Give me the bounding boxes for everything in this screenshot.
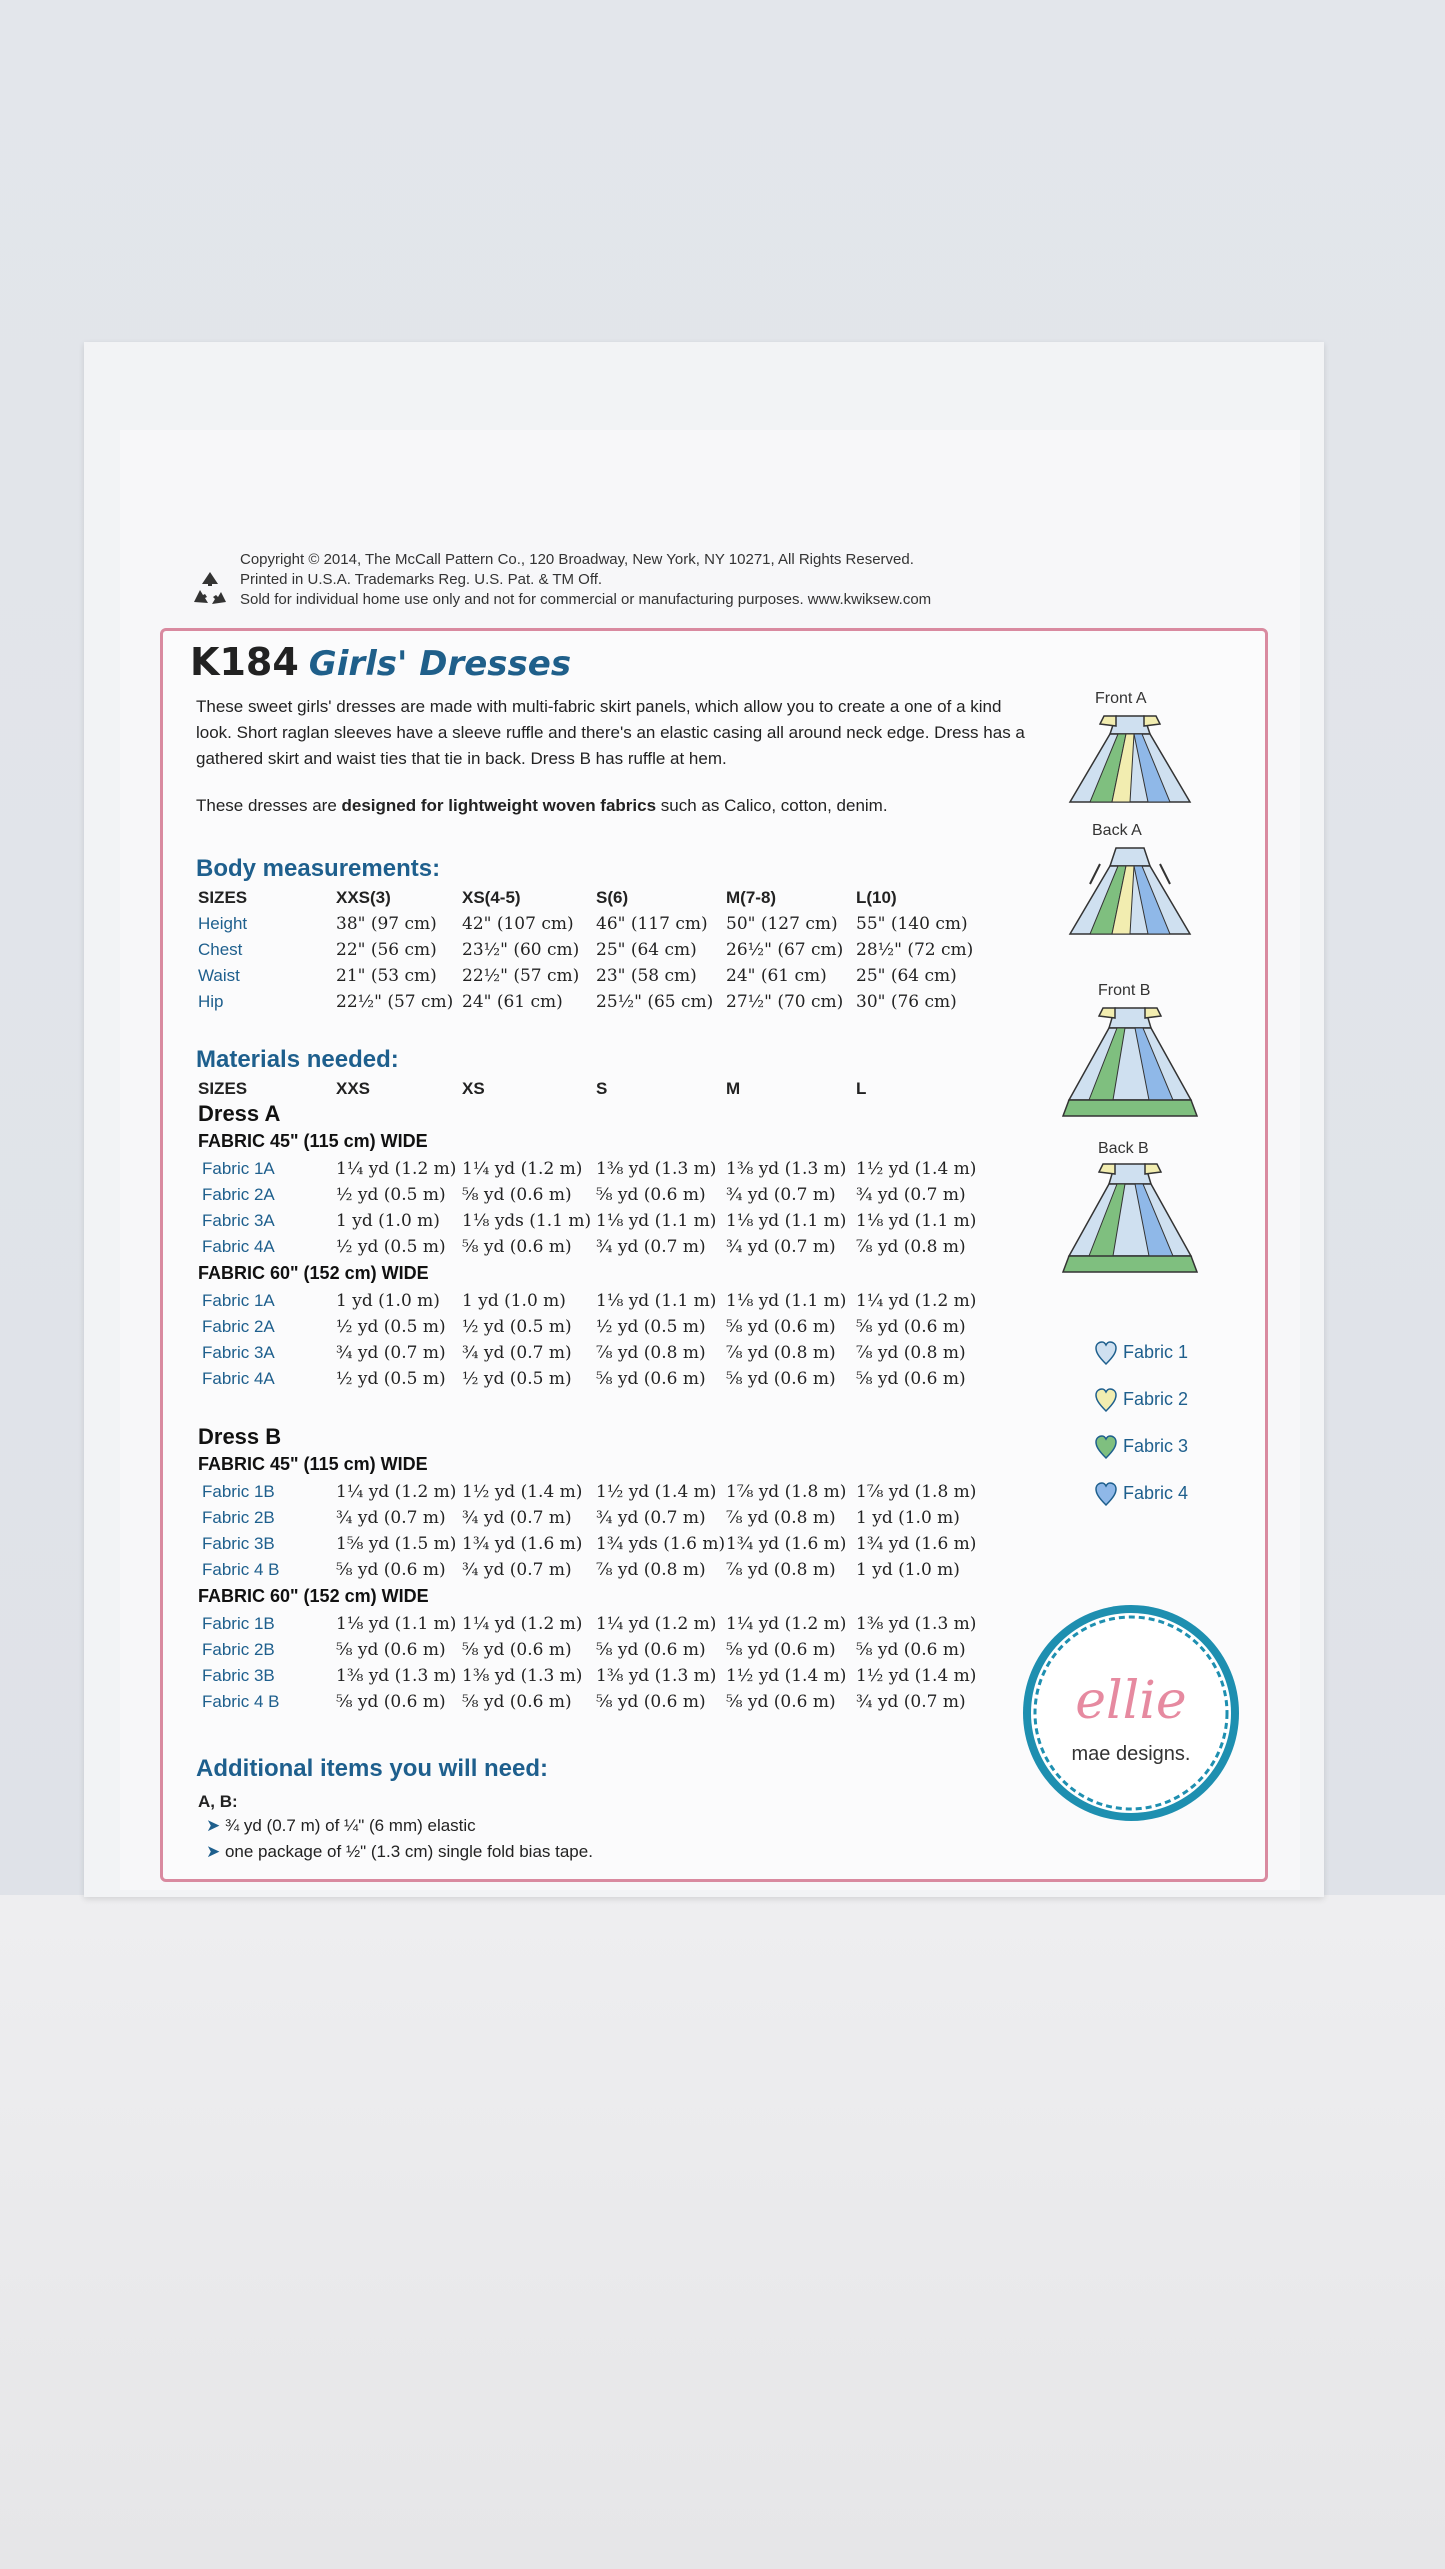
table-cell: 1¼ yd (1.2 m) [462, 1159, 583, 1179]
table-cell: 1½ yd (1.4 m) [856, 1666, 977, 1686]
ellie-mae-designs-logo [1018, 1600, 1244, 1826]
table-cell: 25" (64 cm) [596, 940, 697, 960]
printed-line: Printed in U.S.A. Trademarks Reg. U.S. Pat. & TM Off. [240, 571, 603, 588]
table-cell: 30" (76 cm) [856, 992, 957, 1012]
table-cell: ¾ yd (0.7 m) [462, 1560, 572, 1580]
background-table [0, 1895, 1445, 2569]
table-cell: 55" (140 cm) [856, 914, 968, 934]
pattern-number: K184 [190, 640, 299, 684]
view-label-front-a: Front A [1095, 690, 1147, 707]
additional-item: ➤ one package of ½" (1.3 cm) single fold bias tape. [206, 1842, 593, 1861]
table-cell: 1¼ yd (1.2 m) [462, 1614, 583, 1634]
table-cell: ⅝ yd (0.6 m) [856, 1640, 966, 1660]
table-cell: ⅞ yd (0.8 m) [596, 1343, 706, 1363]
table-cell: 1 yd (1.0 m) [336, 1291, 440, 1311]
table-cell: 27½" (70 cm) [726, 992, 844, 1012]
table-header: SIZES [198, 888, 248, 907]
materials-heading: Materials needed: [196, 1046, 399, 1073]
table-cell: 1⅛ yd (1.1 m) [726, 1211, 847, 1231]
table-header: XXS [336, 1079, 371, 1098]
fabric-width-title: FABRIC 60" (152 cm) WIDE [198, 1586, 429, 1606]
legend-item [1094, 1340, 1188, 1366]
table-cell: ¾ yd (0.7 m) [462, 1343, 572, 1363]
table-cell: 1⅛ yd (1.1 m) [596, 1211, 717, 1231]
row-label: Chest [198, 940, 243, 959]
table-cell: ⅝ yd (0.6 m) [336, 1560, 446, 1580]
table-cell: 22½" (57 cm) [462, 966, 580, 986]
row-label: Fabric 4A [202, 1369, 275, 1388]
view-label-front-b: Front B [1098, 982, 1151, 999]
table-cell: 1 yd (1.0 m) [856, 1560, 960, 1580]
table-cell: 1½ yd (1.4 m) [726, 1666, 847, 1686]
row-label: Fabric 1B [202, 1482, 275, 1501]
table-cell: 28½" (72 cm) [856, 940, 974, 960]
row-label: Fabric 3B [202, 1534, 275, 1553]
row-label: Fabric 2B [202, 1508, 275, 1527]
table-header: XXS(3) [336, 888, 391, 907]
table-cell: 1¾ yds (1.6 m) [596, 1534, 726, 1554]
table-cell: ⅞ yd (0.8 m) [726, 1343, 836, 1363]
table-header: L [856, 1079, 867, 1098]
row-label: Fabric 3A [202, 1343, 275, 1362]
table-cell: 26½" (67 cm) [726, 940, 844, 960]
table-cell: ½ yd (0.5 m) [462, 1317, 572, 1337]
table-cell: 24" (61 cm) [462, 992, 563, 1012]
dress-back-b-illustration [1055, 1160, 1205, 1280]
table-cell: 1¼ yd (1.2 m) [856, 1291, 977, 1311]
row-label: Fabric 1A [202, 1159, 275, 1178]
table-cell: 1⅛ yd (1.1 m) [856, 1211, 977, 1231]
legend-label: Fabric 2 [1118, 1388, 1189, 1409]
row-label: Fabric 4 B [202, 1692, 280, 1711]
table-cell: 42" (107 cm) [462, 914, 574, 934]
row-label: Fabric 4 B [202, 1560, 280, 1579]
dress-section-title: Dress B [198, 1424, 282, 1449]
table-header: L(10) [856, 888, 897, 907]
row-label: Fabric 3B [202, 1666, 275, 1685]
row-label: Height [198, 914, 248, 933]
legend-label: Fabric 1 [1118, 1341, 1189, 1362]
table-cell: 21" (53 cm) [336, 966, 437, 986]
row-label: Fabric 2A [202, 1317, 275, 1336]
table-cell: 1⅜ yd (1.3 m) [336, 1666, 457, 1686]
pattern-title [190, 640, 571, 684]
table-cell: 24" (61 cm) [726, 966, 827, 986]
row-label: Hip [198, 992, 224, 1011]
fabric-width-title: FABRIC 45" (115 cm) WIDE [198, 1131, 428, 1151]
body-measurements-heading: Body measurements: [196, 855, 441, 882]
table-cell: 1¼ yd (1.2 m) [596, 1614, 717, 1634]
table-cell: 1½ yd (1.4 m) [856, 1159, 977, 1179]
table-cell: ⅞ yd (0.8 m) [596, 1560, 706, 1580]
table-cell: ½ yd (0.5 m) [462, 1369, 572, 1389]
table-cell: ¾ yd (0.7 m) [596, 1237, 706, 1257]
table-cell: ¾ yd (0.7 m) [462, 1508, 572, 1528]
table-cell: ¾ yd (0.7 m) [726, 1185, 836, 1205]
table-cell: 1⅞ yd (1.8 m) [856, 1482, 977, 1502]
copyright-line: Copyright © 2014, The McCall Pattern Co., 120 Broadway, New York, NY 10271, All Rights Reserved. [240, 551, 914, 568]
table-cell: 1⅜ yd (1.3 m) [596, 1159, 717, 1179]
row-label: Fabric 4A [202, 1237, 275, 1256]
table-cell: ⅝ yd (0.6 m) [336, 1640, 446, 1660]
table-header: XS [462, 1079, 485, 1098]
table-cell: 1½ yd (1.4 m) [596, 1482, 717, 1502]
view-label-back-b: Back B [1098, 1140, 1149, 1157]
table-cell: 22" (56 cm) [336, 940, 437, 960]
table-header: SIZES [198, 1079, 248, 1098]
table-cell: ¾ yd (0.7 m) [336, 1508, 446, 1528]
table-cell: 1 yd (1.0 m) [856, 1508, 960, 1528]
heart-icon [1094, 1387, 1118, 1413]
dress-back-a-illustration [1060, 844, 1200, 944]
heart-icon [1094, 1434, 1118, 1460]
table-cell: ⅝ yd (0.6 m) [462, 1185, 572, 1205]
fabric-recommendation: These dresses are designed for lightweight woven fabrics such as Calico, cotton, denim. [196, 796, 888, 815]
view-label-back-a: Back A [1092, 822, 1142, 839]
table-cell: ⅝ yd (0.6 m) [462, 1640, 572, 1660]
table-cell: 1⅛ yd (1.1 m) [726, 1291, 847, 1311]
recycle-icon [188, 568, 232, 612]
table-cell: ⅞ yd (0.8 m) [856, 1343, 966, 1363]
table-cell: 50" (127 cm) [726, 914, 838, 934]
table-cell: 1⅛ yd (1.1 m) [336, 1614, 457, 1634]
table-cell: ¾ yd (0.7 m) [856, 1185, 966, 1205]
pattern-name: Girls' Dresses [308, 644, 572, 684]
legend-label: Fabric 4 [1118, 1482, 1189, 1503]
svg-text:ellie: ellie [1075, 1671, 1187, 1731]
usage-line: Sold for individual home use only and not for commercial or manufacturing purposes. www.kwiksew.com [240, 591, 932, 608]
table-cell: ⅝ yd (0.6 m) [596, 1692, 706, 1712]
table-cell: ½ yd (0.5 m) [336, 1185, 446, 1205]
table-cell: 22½" (57 cm) [336, 992, 454, 1012]
table-cell: ¾ yd (0.7 m) [336, 1343, 446, 1363]
table-cell: ⅝ yd (0.6 m) [856, 1369, 966, 1389]
dress-section-title: Dress A [198, 1101, 281, 1126]
table-cell: 46" (117 cm) [596, 914, 708, 934]
table-cell: ½ yd (0.5 m) [336, 1369, 446, 1389]
table-cell: ⅝ yd (0.6 m) [726, 1317, 836, 1337]
table-cell: 38" (97 cm) [336, 914, 437, 934]
row-label: Fabric 1A [202, 1291, 275, 1310]
table-cell: ⅞ yd (0.8 m) [856, 1237, 966, 1257]
dress-front-a-illustration [1060, 712, 1200, 812]
table-cell: ⅝ yd (0.6 m) [726, 1692, 836, 1712]
table-cell: ⅝ yd (0.6 m) [596, 1369, 706, 1389]
table-cell: 1⅜ yd (1.3 m) [726, 1159, 847, 1179]
pattern-description: These sweet girls' dresses are made with multi-fabric skirt panels, which allow you to create a one of a kind look. Short raglan sleeves have a sleeve ruffle and there's an elastic casing all around neck edge. Dress has a gathered skirt and waist ties that tie in back. Dress B has ruffle at hem. [196, 697, 1025, 768]
table-cell: ½ yd (0.5 m) [336, 1317, 446, 1337]
additional-views: A, B: [198, 1792, 238, 1811]
table-cell: 1¼ yd (1.2 m) [726, 1614, 847, 1634]
legend-item [1094, 1481, 1188, 1507]
table-cell: ¾ yd (0.7 m) [596, 1508, 706, 1528]
table-cell: 1⅛ yd (1.1 m) [596, 1291, 717, 1311]
dress-front-b-illustration [1055, 1004, 1205, 1124]
table-cell: ⅝ yd (0.6 m) [596, 1640, 706, 1660]
table-cell: 1 yd (1.0 m) [336, 1211, 440, 1231]
row-label: Fabric 2A [202, 1185, 275, 1204]
table-cell: 1¾ yd (1.6 m) [462, 1534, 583, 1554]
table-cell: 1 yd (1.0 m) [462, 1291, 566, 1311]
table-header: XS(4-5) [462, 888, 521, 907]
heart-icon [1094, 1340, 1118, 1366]
heart-icon [1094, 1481, 1118, 1507]
table-header: S(6) [596, 888, 629, 907]
table-cell: 1¾ yd (1.6 m) [856, 1534, 977, 1554]
table-cell: 1¼ yd (1.2 m) [336, 1159, 457, 1179]
table-cell: ¾ yd (0.7 m) [726, 1237, 836, 1257]
table-cell: 1⅜ yd (1.3 m) [596, 1666, 717, 1686]
table-cell: 1⅛ yds (1.1 m) [462, 1211, 592, 1231]
additional-items-heading: Additional items you will need: [196, 1755, 549, 1782]
table-cell: 25½" (65 cm) [596, 992, 714, 1012]
table-cell: 1¾ yd (1.6 m) [726, 1534, 847, 1554]
legend-label: Fabric 3 [1118, 1435, 1189, 1456]
table-header: S [596, 1079, 608, 1098]
table-cell: ¾ yd (0.7 m) [856, 1692, 966, 1712]
row-label: Fabric 2B [202, 1640, 275, 1659]
table-cell: 1⅜ yd (1.3 m) [856, 1614, 977, 1634]
row-label: Fabric 1B [202, 1614, 275, 1633]
copyright-block [240, 550, 931, 610]
table-cell: ⅝ yd (0.6 m) [726, 1369, 836, 1389]
legend-item [1094, 1434, 1188, 1460]
table-cell: ½ yd (0.5 m) [336, 1237, 446, 1257]
table-cell: ⅝ yd (0.6 m) [726, 1640, 836, 1660]
additional-item: ➤ ¾ yd (0.7 m) of ¼" (6 mm) elastic [206, 1816, 476, 1835]
table-cell: 25" (64 cm) [856, 966, 957, 986]
row-label: Waist [198, 966, 240, 985]
svg-text:mae designs.: mae designs. [1071, 1743, 1191, 1765]
fabric-width-title: FABRIC 45" (115 cm) WIDE [198, 1454, 428, 1474]
table-cell: 1⅝ yd (1.5 m) [336, 1534, 457, 1554]
table-cell: ½ yd (0.5 m) [596, 1317, 706, 1337]
table-cell: 23½" (60 cm) [462, 940, 580, 960]
table-cell: 1⅜ yd (1.3 m) [462, 1666, 583, 1686]
table-cell: ⅝ yd (0.6 m) [462, 1237, 572, 1257]
table-cell: ⅝ yd (0.6 m) [596, 1185, 706, 1205]
table-cell: ⅝ yd (0.6 m) [462, 1692, 572, 1712]
fabric-width-title: FABRIC 60" (152 cm) WIDE [198, 1263, 429, 1283]
table-cell: 1¼ yd (1.2 m) [336, 1482, 457, 1502]
table-header: M [726, 1079, 741, 1098]
table-cell: ⅞ yd (0.8 m) [726, 1560, 836, 1580]
row-label: Fabric 3A [202, 1211, 275, 1230]
table-cell: 23" (58 cm) [596, 966, 697, 986]
legend-item [1094, 1387, 1188, 1413]
table-cell: 1½ yd (1.4 m) [462, 1482, 583, 1502]
table-cell: ⅝ yd (0.6 m) [856, 1317, 966, 1337]
table-cell: ⅝ yd (0.6 m) [336, 1692, 446, 1712]
table-header: M(7-8) [726, 888, 777, 907]
table-cell: 1⅞ yd (1.8 m) [726, 1482, 847, 1502]
table-cell: ⅞ yd (0.8 m) [726, 1508, 836, 1528]
